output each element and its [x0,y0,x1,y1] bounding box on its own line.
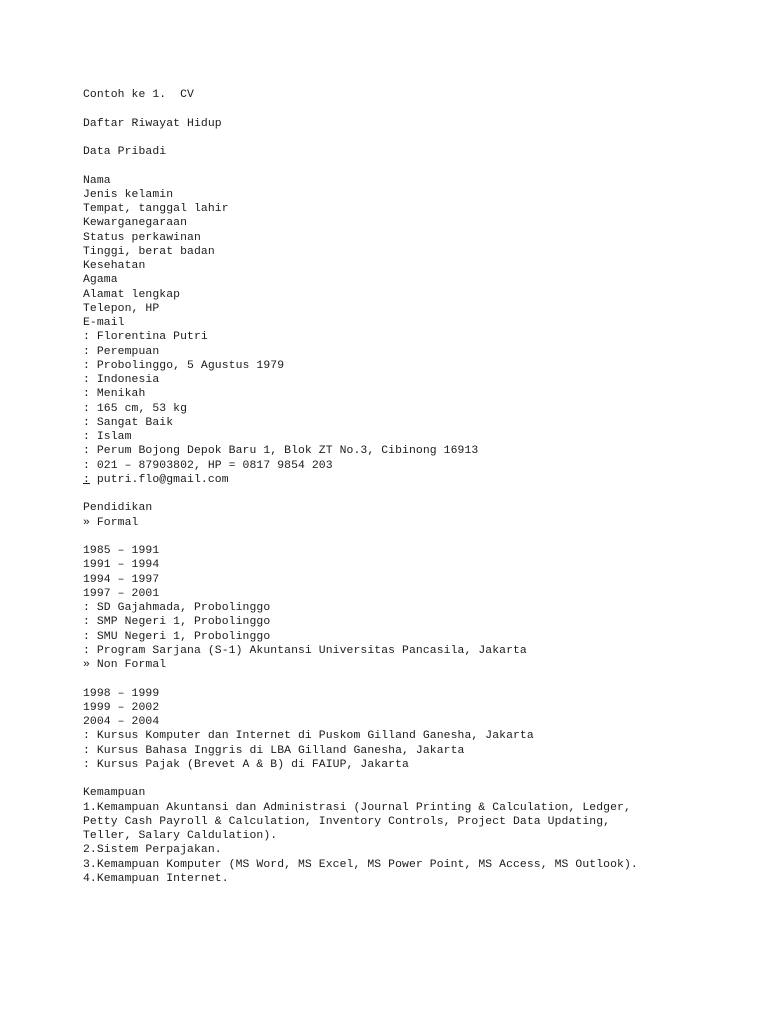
value-gender: : Perempuan [83,345,160,358]
education-heading: Pendidikan [83,502,153,515]
nonformal-course: : Kursus Bahasa Inggris di LBA Gilland Ganesha, Jakarta [83,744,465,757]
value-marital-status: : Menikah [83,388,146,401]
skill-line: 3.Kemampuan Komputer (MS Word, MS Excel, MS Power Point, MS Access, MS Outlook). [83,858,638,871]
skills-heading: Kemampuan [83,787,146,800]
spacer [83,102,748,116]
value-religion: : Islam [83,431,132,443]
label-gender: Jenis kelamin [83,188,174,201]
nonformal-course: : Kursus Komputer dan Internet di Puskom Gilland Ganesha, Jakarta [83,730,534,743]
formal-school: : SD Gajahmada, Probolinggo [83,602,271,614]
label-nationality: Kewarganegaraan [83,217,188,230]
formal-year: 1985 – 1991 [83,545,160,557]
label-height-weight: Tinggi, berat badan [83,245,215,258]
personal-values [83,330,748,487]
personal-labels [83,174,748,331]
label-health: Kesehatan [83,260,146,272]
value-birth: : Probolinggo, 5 Agustus 1979 [83,359,285,372]
value-address: : Perum Bojong Depok Baru 1, Blok ZT No.3, Cibinong 16913 [83,445,479,458]
example-title: Contoh ke 1. CV [83,89,194,101]
label-birth: Tempat, tanggal lahir [83,203,229,215]
value-nationality: : Indonesia [83,374,160,386]
skill-line: 2.Sistem Perpajakan. [83,844,222,857]
nonformal-courses [83,729,748,772]
skill-line: Petty Cash Payroll & Calculation, Inventory Controls, Project Data Updating, [83,815,611,828]
spacer [83,487,748,501]
skills-list [83,801,748,887]
nonformal-year: 1999 – 2002 [83,701,160,714]
email-address: putri.flo@gmail.com [89,473,229,486]
value-health: : Sangat Baik [83,416,174,429]
formal-year: 1994 – 1997 [83,573,160,586]
spacer [83,159,748,173]
formal-heading: » Formal [83,516,139,529]
value-phone: : 021 – 87903802, HP = 0817 9854 203 [83,459,333,472]
skill-line: 1.Kemampuan Akuntansi dan Administrasi (Journal Printing & Calculation, Ledger, [83,801,631,814]
formal-year: 1997 – 2001 [83,587,160,600]
formal-year: 1991 – 1994 [83,559,160,572]
document-title: Daftar Riwayat Hidup [83,117,222,130]
value-email-line [83,473,748,487]
label-name: Nama [83,174,111,187]
nonformal-year: 1998 – 1999 [83,687,160,700]
spacer [83,772,748,786]
spacer [83,672,748,686]
nonformal-year: 2004 – 2004 [83,716,160,728]
formal-school: : SMP Negeri 1, Probolinggo [83,616,271,629]
label-marital-status: Status perkawinan [83,231,201,244]
skill-line: 4.Kemampuan Internet. [83,872,229,885]
email-colon: : [83,473,90,486]
label-address: Alamat lengkap [83,288,181,301]
label-email: E-mail [83,317,125,329]
nonformal-years [83,687,748,730]
nonformal-course: : Kursus Pajak (Brevet A & B) di FAIUP, Jakarta [83,758,409,771]
value-height-weight: : 165 cm, 53 kg [83,402,188,415]
label-phone: Telepon, HP [83,302,160,315]
spacer [83,530,748,544]
nonformal-heading: » Non Formal [83,659,167,671]
cv-document [83,88,748,886]
label-religion: Agama [83,274,118,287]
formal-schools [83,601,748,658]
formal-school: : SMU Negeri 1, Probolinggo [83,630,271,643]
spacer [83,131,748,145]
formal-school: : Program Sarjana (S-1) Akuntansi Universitas Pancasila, Jakarta [83,644,527,657]
formal-years [83,544,748,601]
personal-data-heading: Data Pribadi [83,146,167,158]
skill-line: Teller, Salary Caldulation). [83,830,278,842]
value-name: : Florentina Putri [83,331,208,344]
